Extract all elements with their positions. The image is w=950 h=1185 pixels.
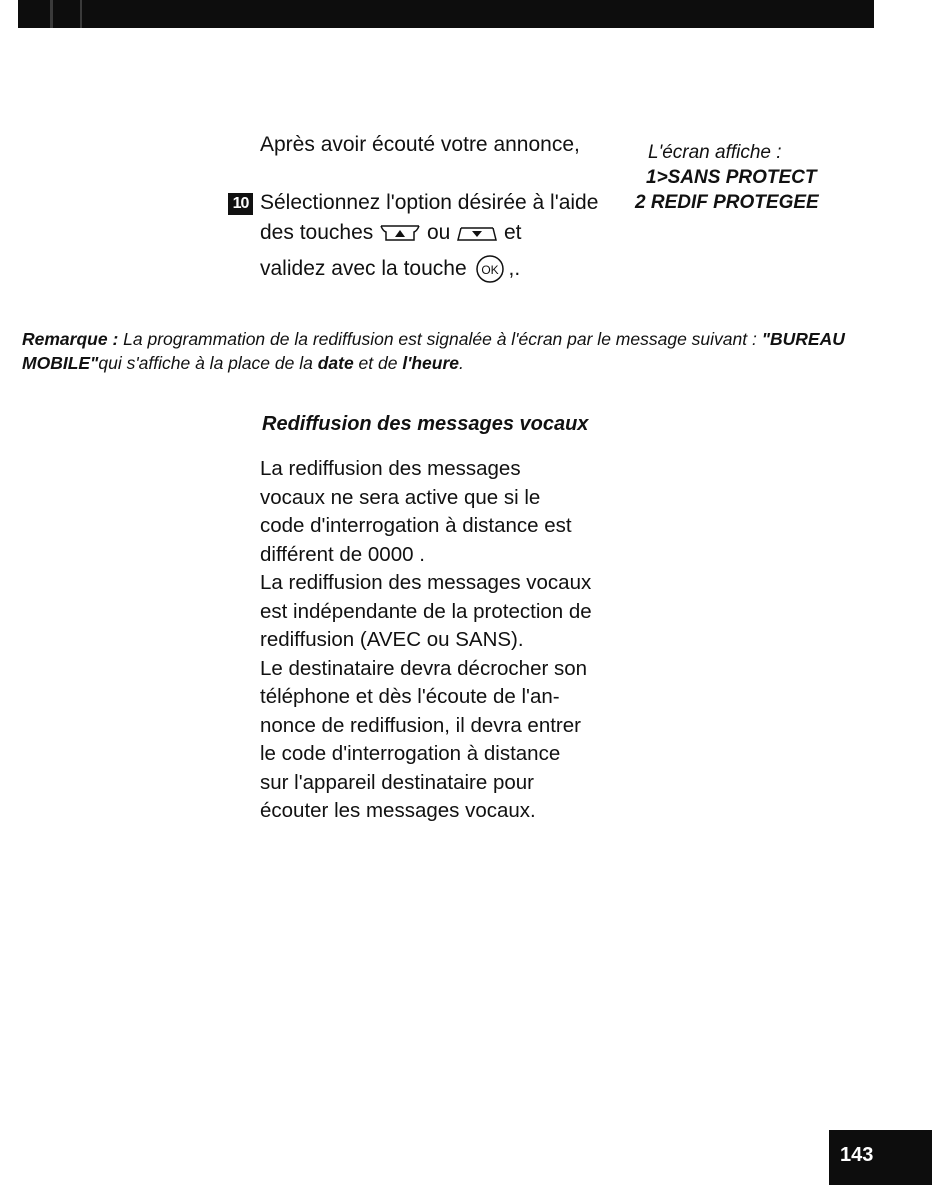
remark-text-4: . [459, 353, 464, 373]
body-line: nonce de rediffusion, il devra entrer [260, 713, 581, 737]
header-bar-mark [80, 0, 82, 28]
body-line: est indépendante de la protection de [260, 599, 592, 623]
remark-text-3: et de [353, 353, 403, 373]
step-line-2-or: ou [426, 221, 451, 244]
body-line: Le destinataire devra décrocher son [260, 656, 588, 680]
intro-text: Après avoir écouté votre annonce, [260, 133, 580, 156]
up-arrow-key-icon [379, 222, 421, 244]
remark-label: Remarque : [22, 329, 119, 349]
body-line: La rediffusion des messages [260, 457, 521, 480]
body-line: vocaux ne sera active que si le [260, 485, 541, 509]
screen-option-2: 2 REDIF PROTEGEE [635, 192, 819, 213]
body-line: le code d'interrogation à distance [260, 742, 561, 765]
screen-option-1: 1>SANS PROTECT [646, 167, 817, 188]
page-number: 143 [829, 1130, 932, 1185]
body-line: différent de 0000 . [260, 542, 425, 566]
screen-display-block [635, 140, 819, 215]
section-body [260, 455, 660, 826]
step-line-2-prefix: des touches [260, 221, 374, 244]
remark-message: "BUREAU MOBILE" [22, 329, 845, 373]
step-number-badge: 10 [228, 193, 253, 215]
step-line-1: Sélectionnez l'option désirée à l'aide [260, 191, 599, 214]
screen-label: L'écran affiche : [648, 142, 782, 163]
ok-key-label: OK [481, 263, 500, 278]
remark-heure: l'heure [402, 353, 460, 373]
body-line: écouter les messages vocaux. [260, 799, 536, 822]
step-line-3-prefix: validez avec la touche [260, 257, 467, 280]
body-line: La rediffusion des messages vocaux [260, 571, 592, 594]
body-line: rediffusion (AVEC ou SANS). [260, 628, 524, 651]
step-line-2-suffix: et [503, 221, 522, 244]
step-line-2 [228, 218, 638, 248]
body-line: code d'interrogation à distance est [260, 514, 572, 537]
remark-date: date [317, 353, 354, 373]
remark-text-1: La programmation de la rediffusion est signalée à l'écran par le message suivant : [118, 329, 762, 349]
remark-paragraph [22, 327, 852, 375]
header-bar-mark [50, 0, 53, 28]
ok-key-icon [472, 254, 508, 284]
step-line-3 [228, 254, 638, 284]
remark-text-2: qui s'affiche à la place de la [98, 353, 318, 373]
down-arrow-key-icon [456, 222, 498, 244]
step-line-3-suffix: ,. [508, 257, 521, 280]
section-title: Rediffusion des messages vocaux [262, 413, 589, 435]
body-line: sur l'appareil destinataire pour [260, 770, 534, 794]
header-bar [18, 0, 874, 28]
body-line: téléphone et dès l'écoute de l'an- [260, 685, 560, 708]
step-10 [228, 188, 638, 284]
